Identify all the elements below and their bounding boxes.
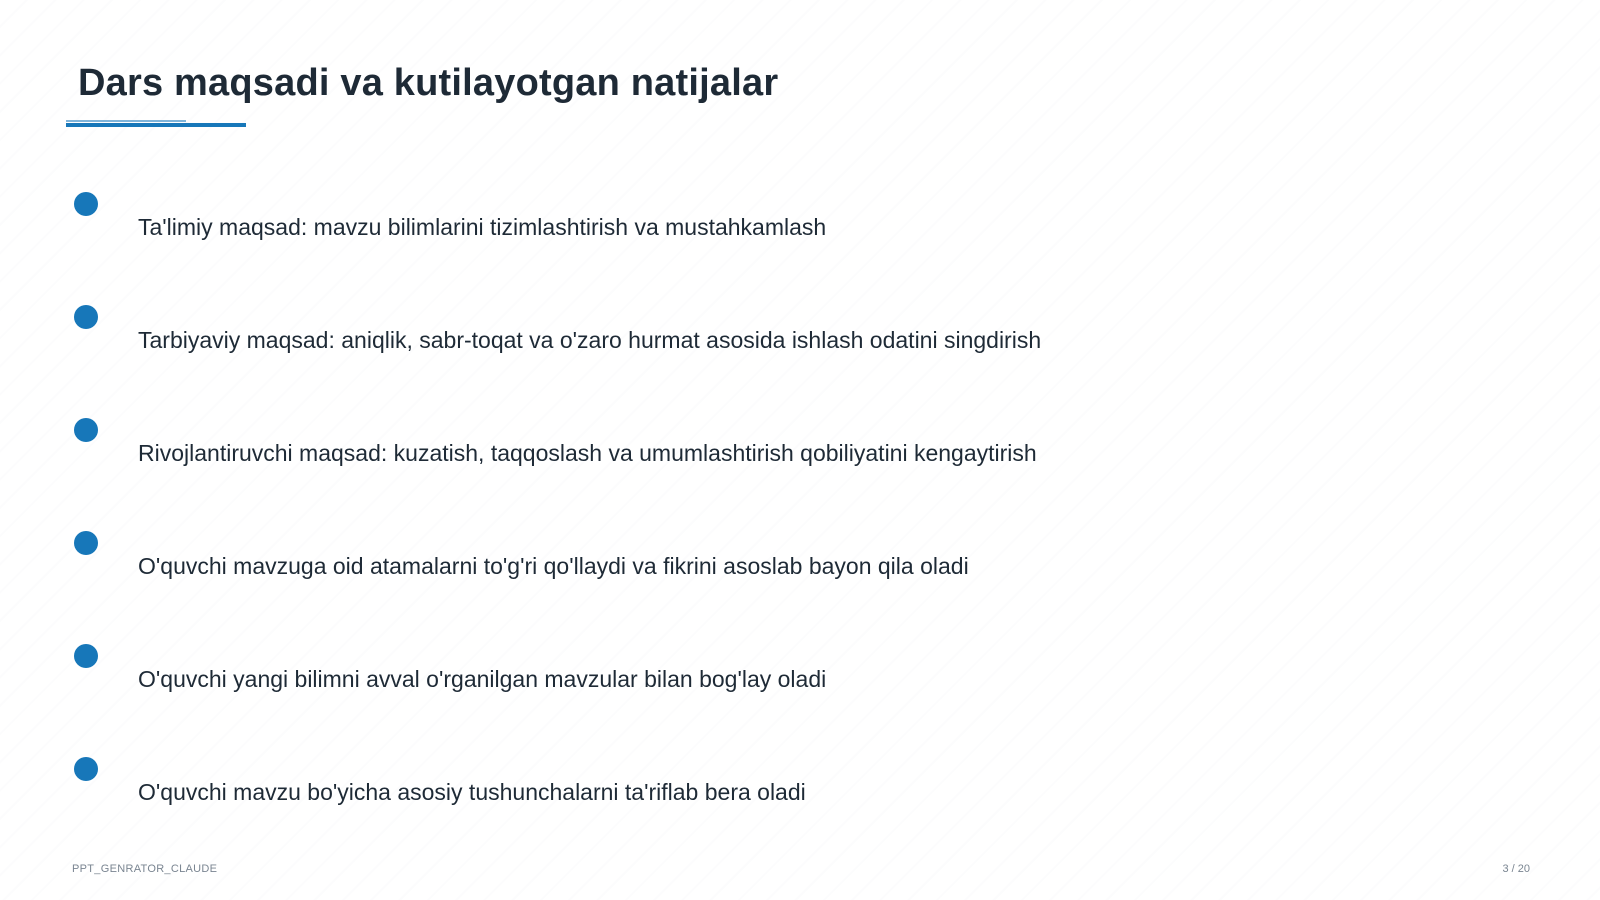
bullet-text: Tarbiyaviy maqsad: aniqlik, sabr-toqat va o'zaro hurmat asosida ishlash odatini singdirish (138, 327, 1042, 353)
bullet-text: O'quvchi mavzu bo'yicha asosiy tushunchalarni ta'riflab bera oladi (138, 779, 806, 805)
bullet-text: Ta'limiy maqsad: mavzu bilimlarini tizimlashtirish va mustahkamlash (138, 214, 827, 240)
bullet-dot-icon (74, 192, 98, 216)
list-item (0, 644, 1200, 714)
bullet-text: O'quvchi mavzuga oid atamalarni to'g'ri qo'llaydi va fikrini asoslab bayon qila oladi (138, 553, 969, 579)
list-item (0, 305, 1200, 375)
slide-title: Dars maqsadi va kutilayotgan natijalar (78, 62, 779, 104)
page-indicator: 3 / 20 (1502, 863, 1530, 875)
bullet-dot-icon (74, 531, 98, 555)
list-item (0, 192, 1200, 262)
bullet-dot-icon (74, 305, 98, 329)
bullet-dot-icon (74, 757, 98, 781)
footer-label: PPT_GENRATOR_CLAUDE (72, 863, 218, 875)
bullet-dot-icon (74, 418, 98, 442)
list-item (0, 757, 1200, 827)
bullet-dot-icon (74, 644, 98, 668)
bullet-text: O'quvchi yangi bilimni avval o'rganilgan mavzular bilan bog'lay oladi (138, 666, 827, 692)
bullet-text: Rivojlantiruvchi maqsad: kuzatish, taqqoslash va umumlashtirish qobiliyatini kengaytirish (138, 440, 1037, 466)
list-item (0, 418, 1200, 488)
list-item (0, 531, 1200, 601)
